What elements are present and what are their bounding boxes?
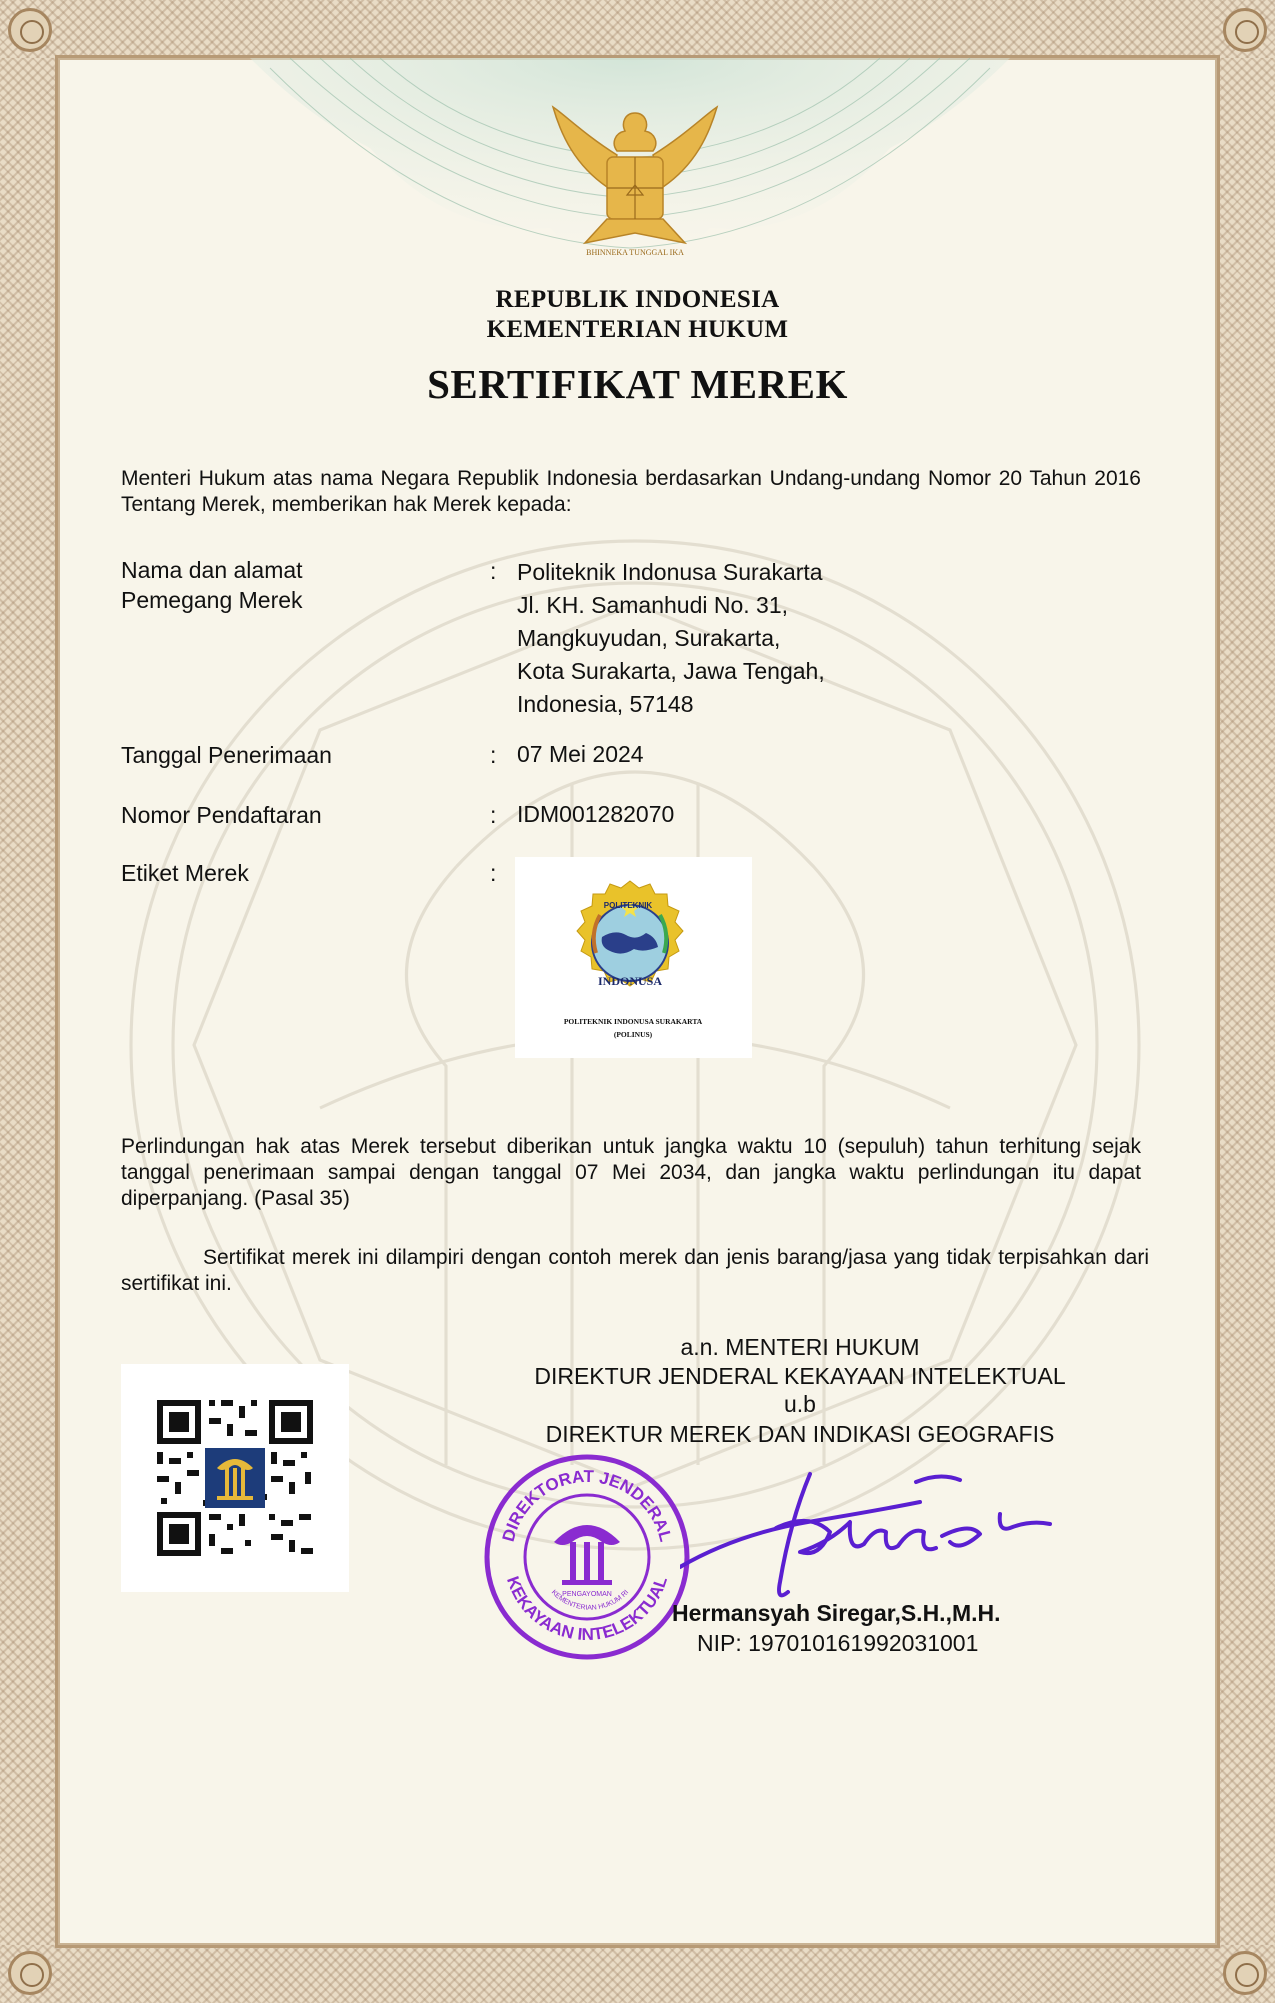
holder-line: Jl. KH. Samanhudi No. 31, — [517, 592, 789, 618]
stamp-inner-2: KEMENTERIAN HUKUM RI — [549, 1588, 631, 1612]
date-colon: : — [490, 742, 497, 768]
holder-value — [517, 556, 825, 721]
holder-line: Politeknik Indonusa Surakarta — [517, 559, 823, 585]
mark-colon: : — [490, 860, 497, 886]
holder-line: Mangkuyudan, Surakarta, — [517, 625, 781, 651]
holder-label-2: Pemegang Merek — [121, 587, 303, 613]
intro-paragraph: Menteri Hukum atas nama Negara Republik Indonesia berdasarkan Undang-undang Nomor 20 Tahun 2016 Tentang Merek, memberikan hak Merek kepada: — [121, 467, 1141, 516]
signatory-nip: NIP: 197010161992031001 — [697, 1630, 979, 1656]
logo-caption-2: (POLINUS) — [613, 1030, 653, 1039]
stamp-inner-1: PENGAYOMAN — [562, 1591, 612, 1598]
signature-line-1: a.n. MENTERI HUKUM — [680, 1334, 920, 1360]
logo-ring-top: POLITEKNIK — [603, 901, 653, 910]
qr-code-icon — [121, 1364, 349, 1592]
logo-caption-1: POLITEKNIK INDONUSA SURAKARTA — [563, 1017, 703, 1026]
handwritten-signature-icon — [680, 1462, 1060, 1612]
ministry-heading: KEMENTERIAN HUKUM — [486, 316, 789, 343]
stamp-bottom-text: KEKAYAAN INTELEKTUAL — [502, 1573, 672, 1645]
date-value: 07 Mei 2024 — [517, 741, 644, 767]
stamp-top-text: DIREKTORAT JENDERAL — [498, 1466, 676, 1544]
republic-heading: REPUBLIK INDONESIA — [495, 286, 780, 313]
polinus-logo-icon — [515, 857, 752, 1058]
qr-code[interactable] — [121, 1364, 349, 1592]
emblem-motto: BHINNEKA TUNGGAL IKA — [586, 248, 684, 257]
attachment-paragraph: Sertifikat merek ini dilampiri dengan contoh merek dan jenis barang/jasa yang tidak terpisahkan dari sertifikat ini. — [121, 1246, 1149, 1295]
official-stamp-icon — [482, 1452, 692, 1662]
number-label: Nomor Pendaftaran — [121, 802, 322, 828]
date-label: Tanggal Penerimaan — [121, 742, 332, 768]
corner-ornament-bottom-left — [8, 1951, 52, 1995]
registration-number: IDM001282070 — [517, 801, 675, 827]
signature-line-4: DIREKTUR MEREK DAN INDIKASI GEOGRAFIS — [545, 1421, 1055, 1447]
corner-ornament-top-right — [1223, 8, 1267, 52]
logo-ring-bottom: INDONUSA — [597, 974, 663, 988]
corner-ornament-top-left — [8, 8, 52, 52]
garuda-emblem-icon — [545, 95, 725, 265]
certificate-title: SERTIFIKAT MEREK — [427, 361, 848, 407]
signature-line-3: u.b — [784, 1391, 816, 1417]
holder-label-1: Nama dan alamat — [121, 557, 303, 583]
signatory-name: Hermansyah Siregar,S.H.,M.H. — [672, 1600, 1001, 1626]
holder-line: Kota Surakarta, Jawa Tengah, — [517, 658, 825, 684]
corner-ornament-bottom-right — [1223, 1951, 1267, 1995]
signature-line-2: DIREKTUR JENDERAL KEKAYAAN INTELEKTUAL — [534, 1363, 1066, 1389]
number-colon: : — [490, 802, 497, 828]
mark-label: Etiket Merek — [121, 860, 249, 886]
holder-line: Indonesia, 57148 — [517, 691, 694, 717]
holder-colon: : — [490, 558, 497, 584]
trademark-logo-box — [515, 857, 752, 1058]
protection-paragraph: Perlindungan hak atas Merek tersebut diberikan untuk jangka waktu 10 (sepuluh) tahun terhitung sejak tanggal penerimaan sampai dengan tanggal 07 Mei 2034, dan jangka waktu perlindungan itu dapat diperpanjang. (Pasal 35) — [121, 1135, 1141, 1210]
